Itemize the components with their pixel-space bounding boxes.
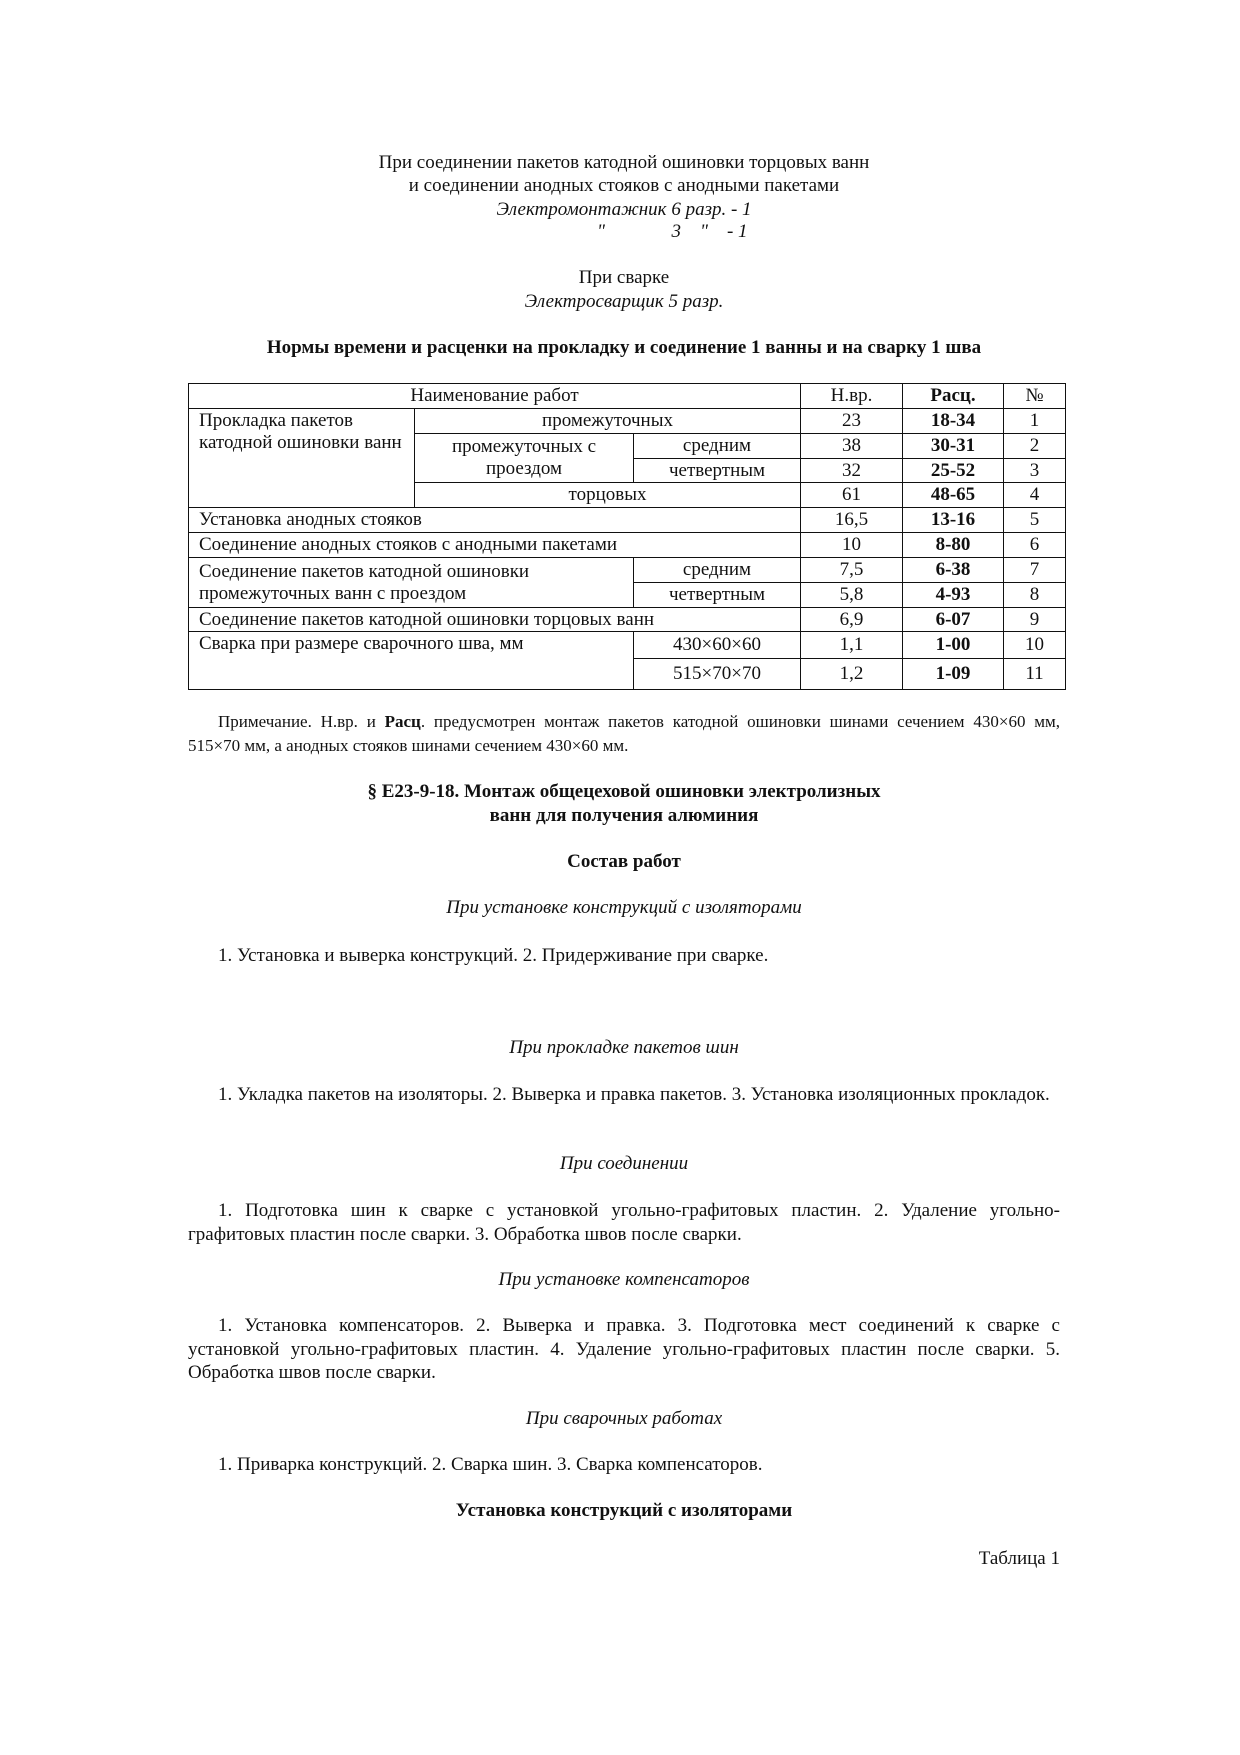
header-rate: Расц. (903, 384, 1004, 409)
row-no: 3 (1004, 459, 1066, 483)
norms-table (188, 383, 1066, 690)
table-title: Нормы времени и расценки на прокладку и соединение 1 ванны и на сварку 1 шва (266, 337, 982, 358)
group-laying: Прокладка пакетов катодной ошиновки ванн (189, 409, 415, 508)
row-no: 7 (1004, 558, 1066, 583)
block-text: 1. Приварка конструкций. 2. Сварка шин. 3. Сварка компенсаторов. (218, 1454, 763, 1475)
table-row (189, 409, 1066, 434)
row-nvr: 10 (801, 533, 903, 558)
row-label: средним (634, 434, 801, 459)
row-no: 9 (1004, 608, 1066, 632)
section-title-1: § Е23-9-18. Монтаж общецеховой ошиновки электролизных (367, 781, 881, 802)
row-no: 1 (1004, 409, 1066, 434)
table-row (189, 508, 1066, 533)
row-rate: 18-34 (903, 409, 1004, 434)
note-bold: Расц (384, 712, 421, 731)
welder-line: Электросварщик 5 разр. (524, 291, 724, 312)
row-no: 8 (1004, 583, 1066, 608)
block-heading: При прокладке пакетов шин (509, 1037, 739, 1058)
block-text: 1. Подготовка шин к сварке с установкой угольно-графитовых пластин. 2. Удаление угольно-графитовых пластин после сварки. 3. Обработка швов после сварки. (188, 1200, 1060, 1245)
worker-line-2: " 3 " - 1 (597, 221, 748, 242)
row-rate: 48-65 (903, 483, 1004, 508)
table-row (189, 533, 1066, 558)
row-no: 2 (1004, 434, 1066, 459)
table-note (188, 710, 1060, 758)
block-heading: При установке компенсаторов (498, 1269, 750, 1290)
row-nvr: 5,8 (801, 583, 903, 608)
row-nvr: 6,9 (801, 608, 903, 632)
row-nvr: 61 (801, 483, 903, 508)
row-label: промежуточных (415, 409, 801, 434)
row-label: торцовых (415, 483, 801, 508)
row-rate: 6-38 (903, 558, 1004, 583)
row-nvr: 23 (801, 409, 903, 434)
block-heading: При соединении (559, 1153, 689, 1174)
row-nvr: 16,5 (801, 508, 903, 533)
row-label: средним (634, 558, 801, 583)
block-heading: При установке конструкций с изоляторами (446, 897, 802, 918)
block-text: 1. Установка и выверка конструкций. 2. Придерживание при сварке. (218, 945, 769, 966)
row-nvr: 32 (801, 459, 903, 483)
row-label: 430×60×60 (634, 632, 801, 659)
row-nvr: 1,1 (801, 632, 903, 659)
header-line-1: При соединении пакетов катодной ошиновки торцовых ванн (378, 152, 870, 173)
header-nvr: Н.вр. (801, 384, 903, 409)
row-rate: 8-80 (903, 533, 1004, 558)
note-text: . предусмотрен монтаж пакетов катодной ошиновки шинами сечением 430×60 мм, 515×70 мм, а анодных стояков шинами сечением 430×60 мм. (188, 712, 1060, 755)
row-rate: 25-52 (903, 459, 1004, 483)
header-name: Наименование работ (189, 384, 801, 409)
row-rate: 6-07 (903, 608, 1004, 632)
row-rate: 1-00 (903, 632, 1004, 659)
row-no: 6 (1004, 533, 1066, 558)
header-no: № (1004, 384, 1066, 409)
row-nvr: 7,5 (801, 558, 903, 583)
row-rate: 1-09 (903, 659, 1004, 690)
row-rate: 13-16 (903, 508, 1004, 533)
table-row (189, 558, 1066, 583)
row-no: 5 (1004, 508, 1066, 533)
table-label: Таблица 1 (978, 1548, 1060, 1569)
row-no: 4 (1004, 483, 1066, 508)
row-label: Соединение пакетов катодной ошиновки торцовых ванн (189, 608, 801, 632)
welding-heading: При сварке (578, 267, 670, 288)
row-rate: 4-93 (903, 583, 1004, 608)
note-prefix: Примечание. Н.вр. и (218, 712, 385, 731)
row-nvr: 38 (801, 434, 903, 459)
block-text: 1. Укладка пакетов на изоляторы. 2. Выверка и правка пакетов. 3. Установка изоляционных прокладок. (218, 1084, 1050, 1105)
row-label: Установка анодных стояков (189, 508, 801, 533)
worker-line-1: Электромонтажник 6 разр. - 1 (496, 199, 752, 220)
row-label: 515×70×70 (634, 659, 801, 690)
row-nvr: 1,2 (801, 659, 903, 690)
table-row (189, 632, 1066, 659)
subsection-title: Установка конструкций с изоляторами (455, 1500, 793, 1521)
group-connect-cathode: Соединение пакетов катодной ошиновки промежуточных ванн с проездом (189, 558, 634, 608)
row-label: Соединение анодных стояков с анодными пакетами (189, 533, 801, 558)
table-row (189, 608, 1066, 632)
composition-heading: Состав работ (567, 851, 681, 872)
header-line-2: и соединении анодных стояков с анодными пакетами (408, 175, 840, 196)
row-label: четвертным (634, 459, 801, 483)
row-no: 10 (1004, 632, 1066, 659)
row-label: четвертным (634, 583, 801, 608)
block-text: 1. Установка компенсаторов. 2. Выверка и правка. 3. Подготовка мест соединений к сварке с установкой угольно-графитовых пластин. 4. Удаление угольно-графитовых пластин после сварки. 5. Обработка швов после сварки. (188, 1315, 1060, 1383)
group-intermediate-drive: промежуточных с проездом (415, 434, 634, 483)
row-rate: 30-31 (903, 434, 1004, 459)
table-header-row (189, 384, 1066, 409)
section-title-2: ванн для получения алюминия (489, 805, 759, 826)
group-welding: Сварка при размере сварочного шва, мм (189, 632, 634, 690)
block-heading: При сварочных работах (525, 1408, 723, 1429)
row-no: 11 (1004, 659, 1066, 690)
